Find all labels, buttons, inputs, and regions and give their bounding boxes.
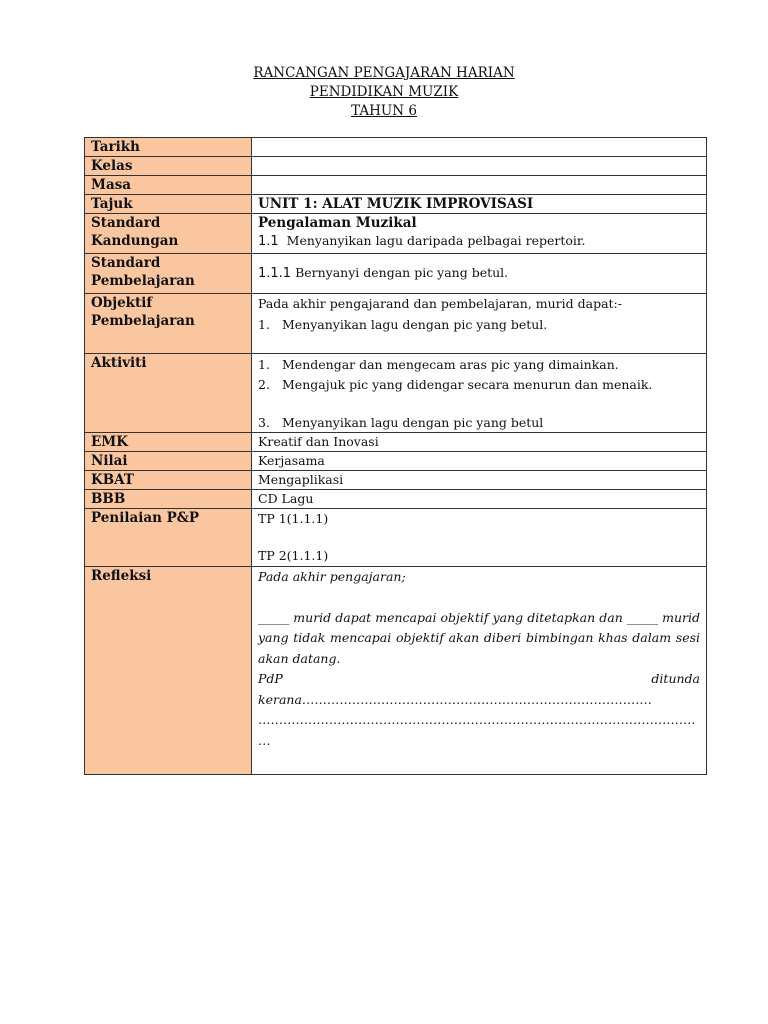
label-standard-kandungan: Standard Kandungan — [85, 214, 252, 254]
label-aktiviti: Aktiviti — [85, 354, 252, 433]
row-refleksi — [85, 567, 707, 775]
refleksi-kerana[interactable]: kerana………………………………………………………………………… — [258, 691, 652, 707]
refleksi-pdp: PdP — [258, 671, 283, 686]
value-kelas[interactable] — [252, 157, 707, 176]
value-penilaian — [252, 509, 707, 567]
document-header — [0, 64, 768, 121]
row-masa — [85, 176, 707, 195]
obj-label-line1: Objektif — [91, 295, 153, 311]
title-line-2: PENDIDIKAN MUZIK — [309, 84, 459, 100]
obj-label-line2: Pembelajaran — [91, 313, 195, 329]
label-bbb: BBB — [85, 490, 252, 509]
label-emk: EMK — [85, 433, 252, 452]
objektif-item: 1. Menyanyikan lagu dengan pic yang betul. — [258, 317, 548, 332]
label-masa: Masa — [85, 176, 252, 195]
label-tajuk: Tajuk — [85, 195, 252, 214]
value-standard-kandungan — [252, 214, 707, 254]
row-bbb — [85, 490, 707, 509]
lesson-plan-table — [84, 137, 707, 775]
value-tajuk: UNIT 1: ALAT MUZIK IMPROVISASI — [252, 195, 707, 214]
refleksi-body: _____ murid dapat mencapai objektif yang ditetapkan dan _____ murid yang tidak mencapai objektif akan diberi bimbingan khas dalam sesi akan datang. — [258, 609, 700, 666]
row-standard-pembelajaran — [85, 254, 707, 294]
label-kelas: Kelas — [85, 157, 252, 176]
value-emk: Kreatif dan Inovasi — [252, 433, 707, 452]
label-kbat: KBAT — [85, 471, 252, 490]
row-kelas — [85, 157, 707, 176]
objektif-intro: Pada akhir pengajarand dan pembelajaran, murid dapat:- — [258, 296, 622, 311]
objektif-list — [258, 316, 700, 334]
row-standard-kandungan — [85, 214, 707, 254]
aktiviti-item-2: 2. Mengajuk pic yang didengar secara menurun dan menaik. — [258, 377, 653, 392]
value-tarikh[interactable] — [252, 138, 707, 157]
refleksi-dots[interactable]: …………………………………………………………………………………………… — [258, 712, 696, 727]
label-penilaian: Penilaian P&P — [85, 509, 252, 567]
refleksi-dots-end: … — [258, 732, 271, 748]
sk-text: Menyanyikan lagu daripada pelbagai repertoir. — [286, 233, 586, 248]
label-objektif — [85, 294, 252, 354]
sp-code: 1.1.1 — [258, 266, 292, 281]
sk-line — [258, 232, 700, 251]
value-objektif — [252, 294, 707, 354]
aktiviti-item-3: 3. Menyanyikan lagu dengan pic yang betul — [258, 415, 544, 430]
row-emk — [85, 433, 707, 452]
sp-label-line2: Pembelajaran — [91, 273, 195, 289]
refleksi-pdp-line — [258, 669, 700, 690]
value-standard-pembelajaran — [252, 254, 707, 294]
penilaian-tp1: TP 1(1.1.1) — [258, 511, 329, 526]
value-kbat: Mengaplikasi — [252, 471, 707, 490]
row-objektif — [85, 294, 707, 354]
row-kbat — [85, 471, 707, 490]
sk-heading: Pengalaman Muzikal — [258, 215, 417, 231]
label-tarikh: Tarikh — [85, 138, 252, 157]
row-nilai — [85, 452, 707, 471]
label-refleksi: Refleksi — [85, 567, 252, 775]
label-nilai: Nilai — [85, 452, 252, 471]
title-line-3: TAHUN 6 — [351, 103, 417, 119]
title-line-1: RANCANGAN PENGAJARAN HARIAN — [253, 65, 515, 81]
value-aktiviti — [252, 354, 707, 433]
value-bbb: CD Lagu — [252, 490, 707, 509]
penilaian-tp2: TP 2(1.1.1) — [258, 548, 329, 563]
refleksi-ditunda: ditunda — [651, 671, 700, 686]
row-tarikh — [85, 138, 707, 157]
sp-text: Bernyanyi dengan pic yang betul. — [295, 265, 509, 280]
label-standard-pembelajaran — [85, 254, 252, 294]
sp-label-line1: Standard — [91, 255, 161, 271]
row-penilaian — [85, 509, 707, 567]
value-masa[interactable] — [252, 176, 707, 195]
row-tajuk — [85, 195, 707, 214]
value-nilai: Kerjasama — [252, 452, 707, 471]
aktiviti-list — [258, 354, 700, 432]
refleksi-intro: Pada akhir pengajaran; — [258, 569, 406, 584]
sk-code: 1.1 — [258, 234, 279, 249]
value-refleksi — [252, 567, 707, 775]
row-aktiviti — [85, 354, 707, 433]
aktiviti-item-1: 1. Mendengar dan mengecam aras pic yang dimainkan. — [258, 357, 619, 372]
